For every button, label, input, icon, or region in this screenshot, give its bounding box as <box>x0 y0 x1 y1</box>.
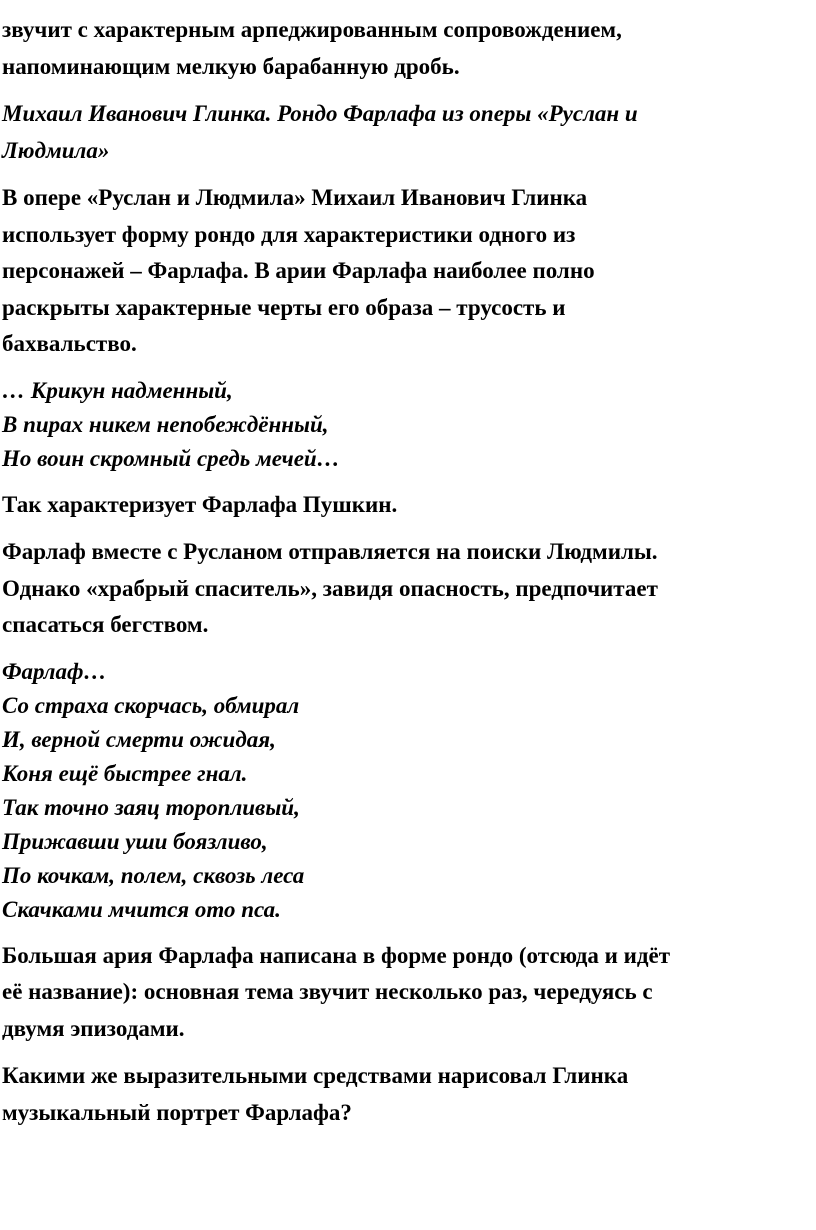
verse-line: Коня ещё быстрее гнал. <box>2 760 248 786</box>
verse-line: Но воин скромный средь мечей… <box>2 445 340 471</box>
heading-line: Михаил Иванович Глинка. Рондо Фарлафа из оперы «Руслан и <box>2 101 638 126</box>
verse-quote-pushkin-1 <box>2 374 816 476</box>
paragraph-closing-question <box>2 1058 816 1131</box>
text-line: двумя эпизодами. <box>2 1015 185 1041</box>
paragraph-farlaf-flight <box>2 534 816 644</box>
text-line: Фарлаф вместе с Русланом отправляется на поиски Людмилы. <box>2 539 658 564</box>
text-line: звучит с характерным арпеджированным сопровождением, <box>2 17 622 42</box>
verse-line: … Крикун надменный, <box>2 377 233 403</box>
paragraph-intro-continuation <box>2 12 816 85</box>
text-line: В опере «Руслан и Людмила» Михаил Иванович Глинка <box>2 185 588 210</box>
verse-line: По кочкам, полем, сквозь леса <box>2 862 305 888</box>
verse-line: Со страха скорчась, обмирал <box>2 692 300 718</box>
verse-line: Прижавши уши боязливо, <box>2 828 268 854</box>
text-line: её название): основная тема звучит несколько раз, чередуясь с <box>2 979 653 1004</box>
verse-line: Фарлаф… <box>2 658 107 684</box>
text-line: спасаться бегством. <box>2 612 209 637</box>
heading-line: Людмила» <box>2 137 110 163</box>
verse-line: Скачками мчится ото пса. <box>2 896 281 922</box>
text-line: напоминающим мелкую барабанную дробь. <box>2 53 460 79</box>
text-line: Однако «храбрый спаситель», завидя опасность, предпочитает <box>2 575 658 601</box>
text-line: Так характеризует Фарлафа Пушкин. <box>2 491 398 517</box>
text-line: бахвальство. <box>2 331 137 356</box>
text-line: музыкальный портрет Фарлафа? <box>2 1099 352 1125</box>
text-line: персонажей – Фарлафа. В арии Фарлафа наиболее полно <box>2 258 595 283</box>
paragraph-pushkin-remark <box>2 487 816 524</box>
verse-line: И, верной смерти ожидая, <box>2 726 276 752</box>
text-line: раскрыты характерные черты его образа – трусость и <box>2 294 566 320</box>
text-line: Большая ария Фарлафа написана в форме рондо (отсюда и идёт <box>2 942 671 968</box>
text-line: использует форму рондо для характеристики одного из <box>2 221 576 247</box>
verse-line: Так точно заяц торопливый, <box>2 794 300 820</box>
verse-quote-pushkin-2 <box>2 655 816 927</box>
text-line: Какими же выразительными средствами нарисовал Глинка <box>2 1063 629 1088</box>
paragraph-aria-form <box>2 938 816 1048</box>
section-heading <box>2 96 816 169</box>
verse-line: В пирах никем непобеждённый, <box>2 411 329 437</box>
paragraph-opera-description <box>2 180 816 363</box>
